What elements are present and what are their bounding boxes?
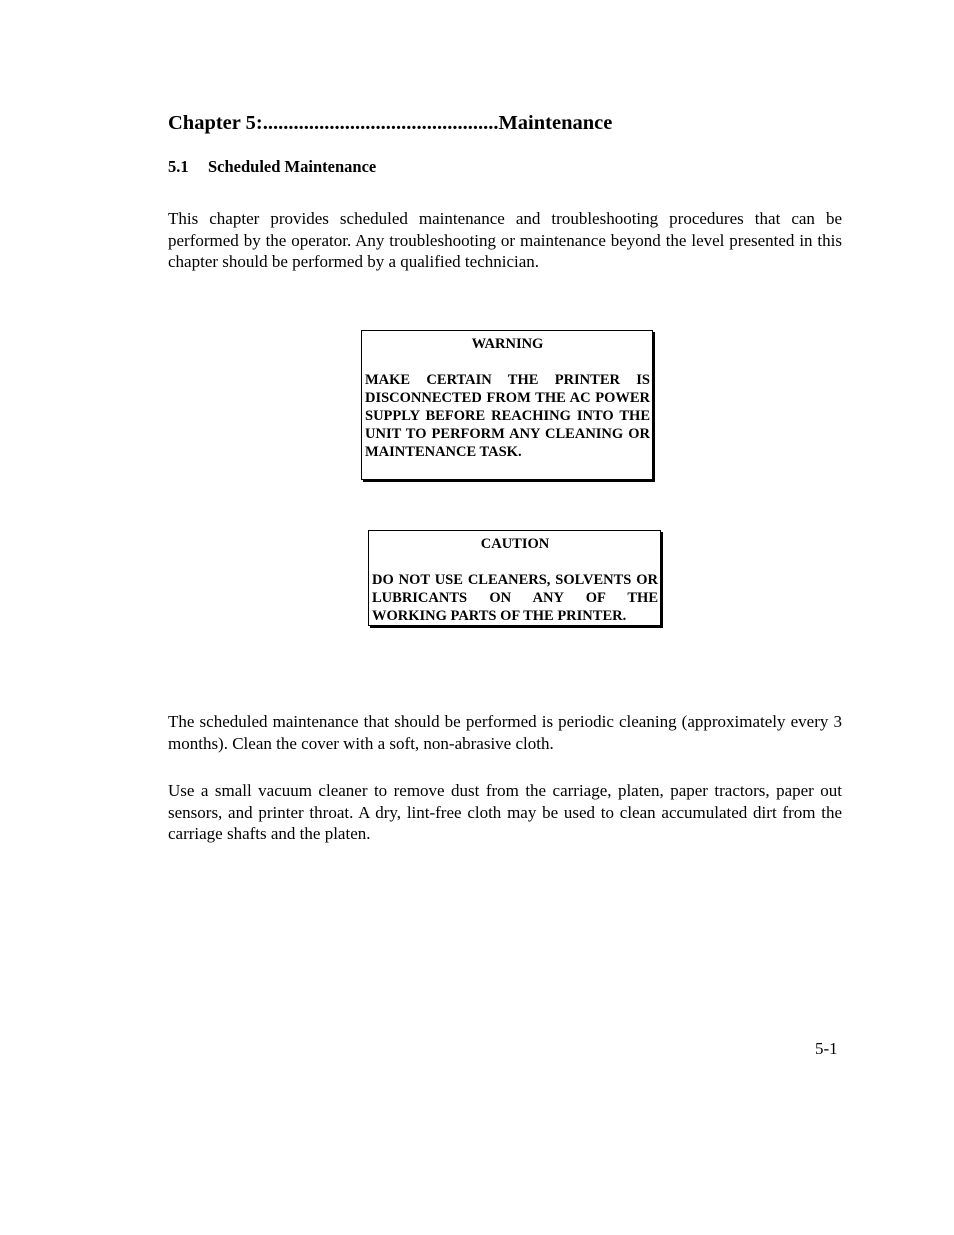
warning-box <box>361 330 653 480</box>
intro-paragraph: This chapter provides scheduled maintenance and troubleshooting procedures that can be performed by the operator. Any troubleshooting or maintenance beyond the level presented in this chapter should be performed by a qualified technician. <box>168 209 842 271</box>
section-heading <box>168 157 376 177</box>
scheduled-maintenance-paragraph: The scheduled maintenance that should be performed is periodic cleaning (approximately every 3 months). Clean the cover with a soft, non-abrasive cloth. <box>168 712 842 753</box>
section-number: 5.1 <box>168 157 189 176</box>
section-title: Scheduled Maintenance <box>208 157 377 176</box>
vacuum-cleaning-paragraph: Use a small vacuum cleaner to remove dust from the carriage, platen, paper tractors, paper out sensors, and printer throat. A dry, lint-free cloth may be used to clean accumulated dirt from the carriage shafts and the platen. <box>168 781 842 843</box>
caution-text: DO NOT USE CLEANERS, SOLVENTS OR LUBRICANTS ON ANY OF THE WORKING PARTS OF THE PRINTER. <box>372 572 658 624</box>
warning-heading: WARNING <box>471 336 544 352</box>
page-number: 5-1 <box>815 1039 838 1058</box>
caution-heading: CAUTION <box>480 536 550 552</box>
caution-box <box>368 530 661 626</box>
chapter-title: Chapter 5:..............................................Maintenance <box>168 112 613 134</box>
warning-text: MAKE CERTAIN THE PRINTER IS DISCONNECTED FROM THE AC POWER SUPPLY BEFORE REACHING INTO THE UNIT TO PERFORM ANY CLEANING OR MAINTENANCE TASK. <box>365 372 650 460</box>
